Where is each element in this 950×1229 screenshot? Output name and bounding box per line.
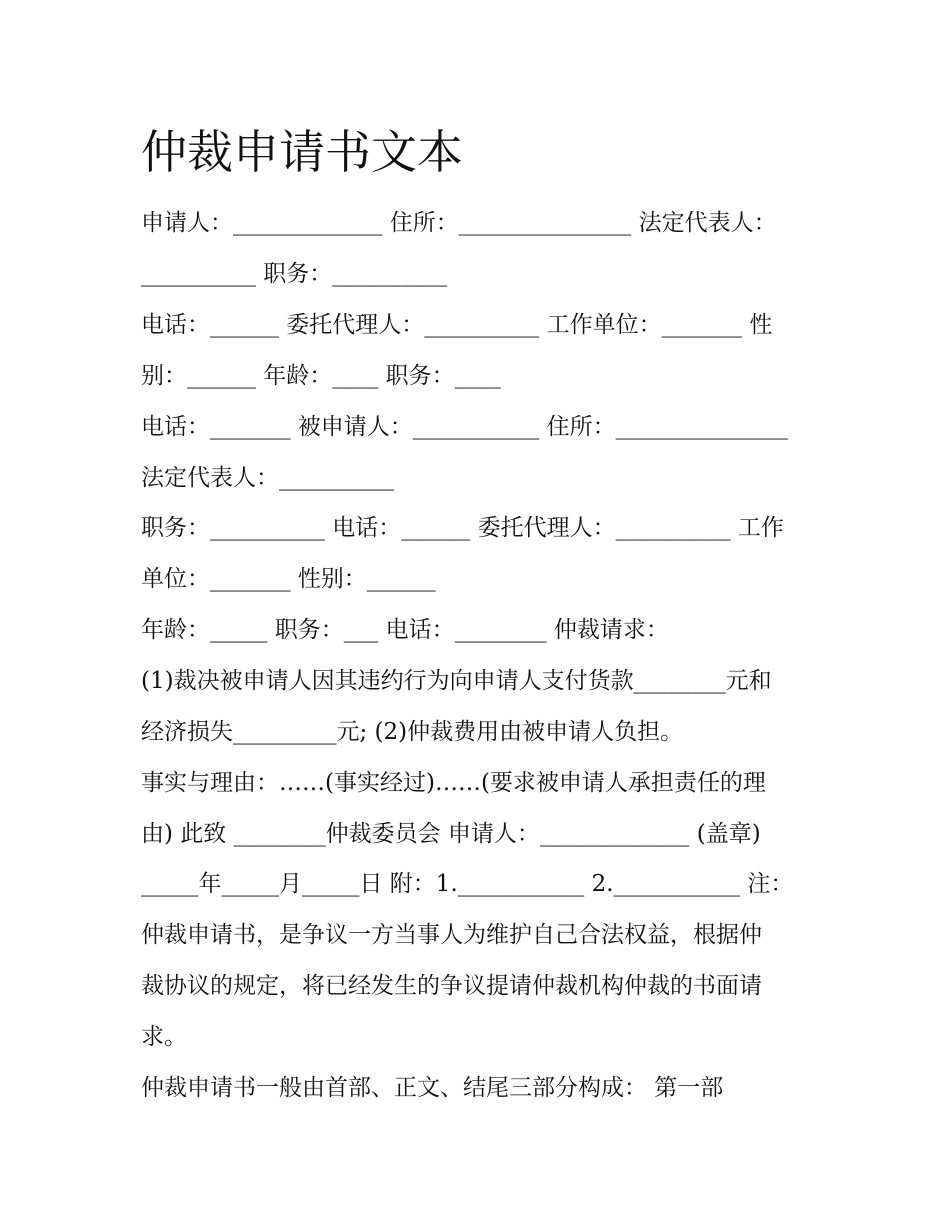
text-line: 由) 此致 ________仲裁委员会 申请人：_____________ (盖章) bbox=[141, 821, 761, 847]
text-line: 裁协议的规定，将已经发生的争议提请仲裁机构仲裁的书面请 bbox=[141, 973, 762, 999]
text-line: __________ 职务：__________ bbox=[141, 261, 448, 287]
text-line: 申请人：_____________ 住所：_______________ 法定代表人： bbox=[141, 210, 777, 236]
text-line: 别：______ 年龄：____ 职务：____ bbox=[141, 363, 501, 389]
text-line: 单位：_______ 性别：______ bbox=[141, 566, 436, 592]
text-line: (1)裁决被申请人因其违约行为向申请人支付货款________元和 bbox=[141, 668, 772, 694]
text-line: 求。 bbox=[141, 1024, 187, 1050]
document-title: 仲裁申请书文本 bbox=[141, 125, 463, 179]
text-line: 电话：_______ 被申请人：___________ 住所：_______________ bbox=[141, 414, 789, 440]
text-line: 职务：__________ 电话：______ 委托代理人：__________ 工作 bbox=[141, 515, 784, 541]
text-line: 仲裁申请书一般由首部、正文、结尾三部分构成： 第一部 bbox=[141, 1075, 724, 1101]
text-line: 年龄：_____ 职务：___ 电话：________ 仲裁请求： bbox=[141, 617, 669, 643]
text-line: 事实与理由：……(事实经过)……(要求被申请人承担责任的理 bbox=[141, 770, 766, 796]
text-line: 经济损失_________元; (2)仲裁费用由被申请人负担。 bbox=[141, 719, 684, 745]
text-line: 仲裁申请书，是争议一方当事人为维护自己合法权益，根据仲 bbox=[141, 922, 762, 948]
text-line: 法定代表人：__________ bbox=[141, 465, 394, 491]
text-line: 电话：______ 委托代理人：__________ 工作单位：_______ 性 bbox=[141, 312, 773, 338]
text-line: _____年_____月_____日 附：1.___________ 2.___________ 注： bbox=[141, 871, 794, 897]
